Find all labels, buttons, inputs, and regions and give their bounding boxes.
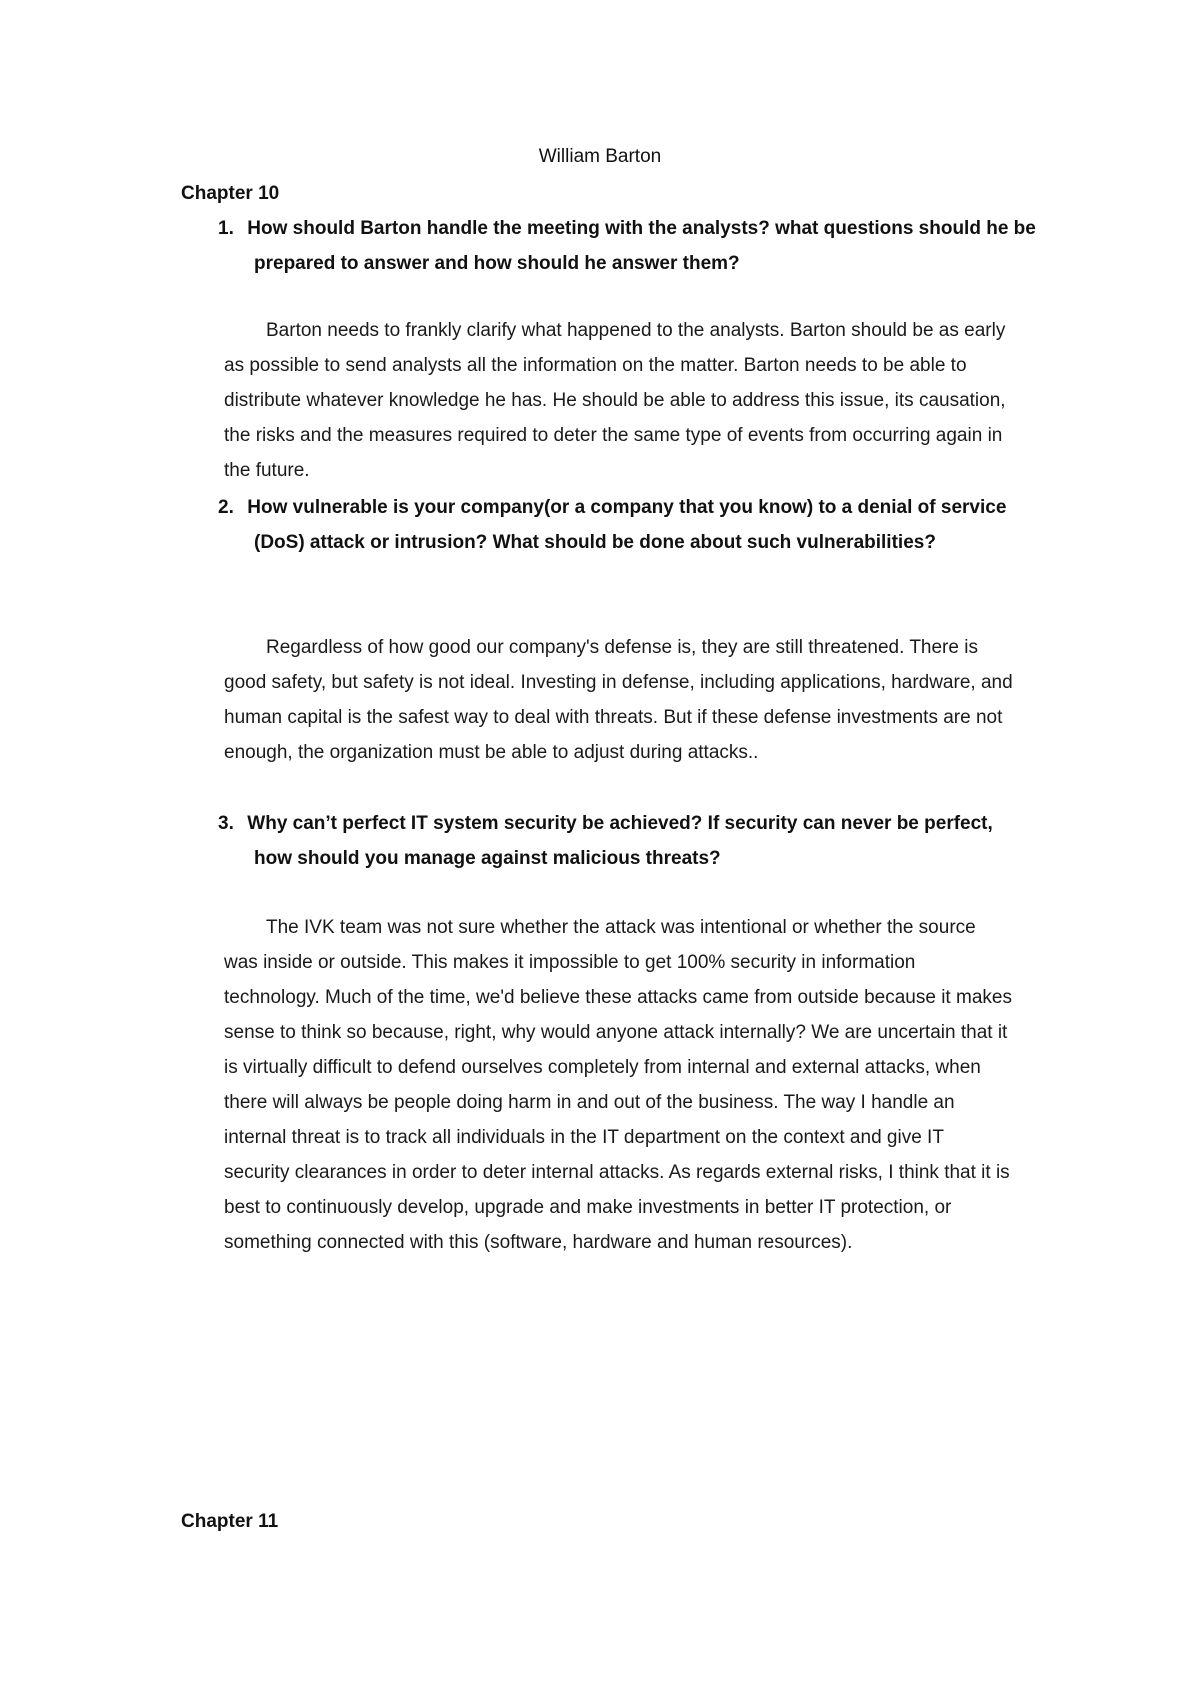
- answer-3: The IVK team was not sure whether the attack was intentional or whether the source was inside or outside. This makes it impossible to get 100% security in information technology. Much of the time, we'd believe these attacks came from outside because it makes sense to think so because, right, why would anyone attack internally? We are uncertain that it is virtually difficult to defend ourselves completely from internal and external attacks, when there will always be people doing harm in and out of the business. The way I handle an internal threat is to track all individuals in the IT department on the context and give IT security clearances in order to deter internal attacks. As regards external risks, I think that it is best to continuously develop, upgrade and make investments in better IT protection, or something connected with this (software, hardware and human resources).: [224, 917, 1012, 1253]
- question-1: [218, 211, 1094, 281]
- chapter-10-heading: Chapter 10: [181, 183, 280, 204]
- document-title: William Barton: [538, 146, 662, 167]
- answer-1: Barton needs to frankly clarify what happened to the analysts. Barton should be as early as possible to send analysts all the information on the matter. Barton needs to be able to distribute whatever knowledge he has. He should be able to address this issue, its causation, the risks and the measures required to deter the same type of events from occurring again in the future.: [224, 320, 1006, 481]
- question-2-number: 2.: [218, 497, 234, 518]
- question-1-text: How should Barton handle the meeting with the analysts? what questions should he be prepared to answer and how should he answer them?: [247, 218, 1036, 274]
- question-2: [218, 490, 1034, 560]
- question-3-text: Why can’t perfect IT system security be achieved? If security can never be perfect, how should you manage against malicious threats?: [247, 813, 993, 869]
- question-3: [218, 806, 1034, 876]
- question-2-text: How vulnerable is your company(or a company that you know) to a denial of service (DoS) attack or intrusion? What should be done about such vulnerabilities?: [247, 497, 1007, 553]
- answer-2: Regardless of how good our company's defense is, they are still threatened. There is good safety, but safety is not ideal. Investing in defense, including applications, hardware, and human capital is the safest way to deal with threats. But if these defense investments are not enough, the organization must be able to adjust during attacks..: [224, 637, 1013, 763]
- chapter-11-heading: Chapter 11: [181, 1511, 279, 1532]
- question-3-number: 3.: [218, 813, 234, 834]
- question-1-number: 1.: [218, 218, 234, 239]
